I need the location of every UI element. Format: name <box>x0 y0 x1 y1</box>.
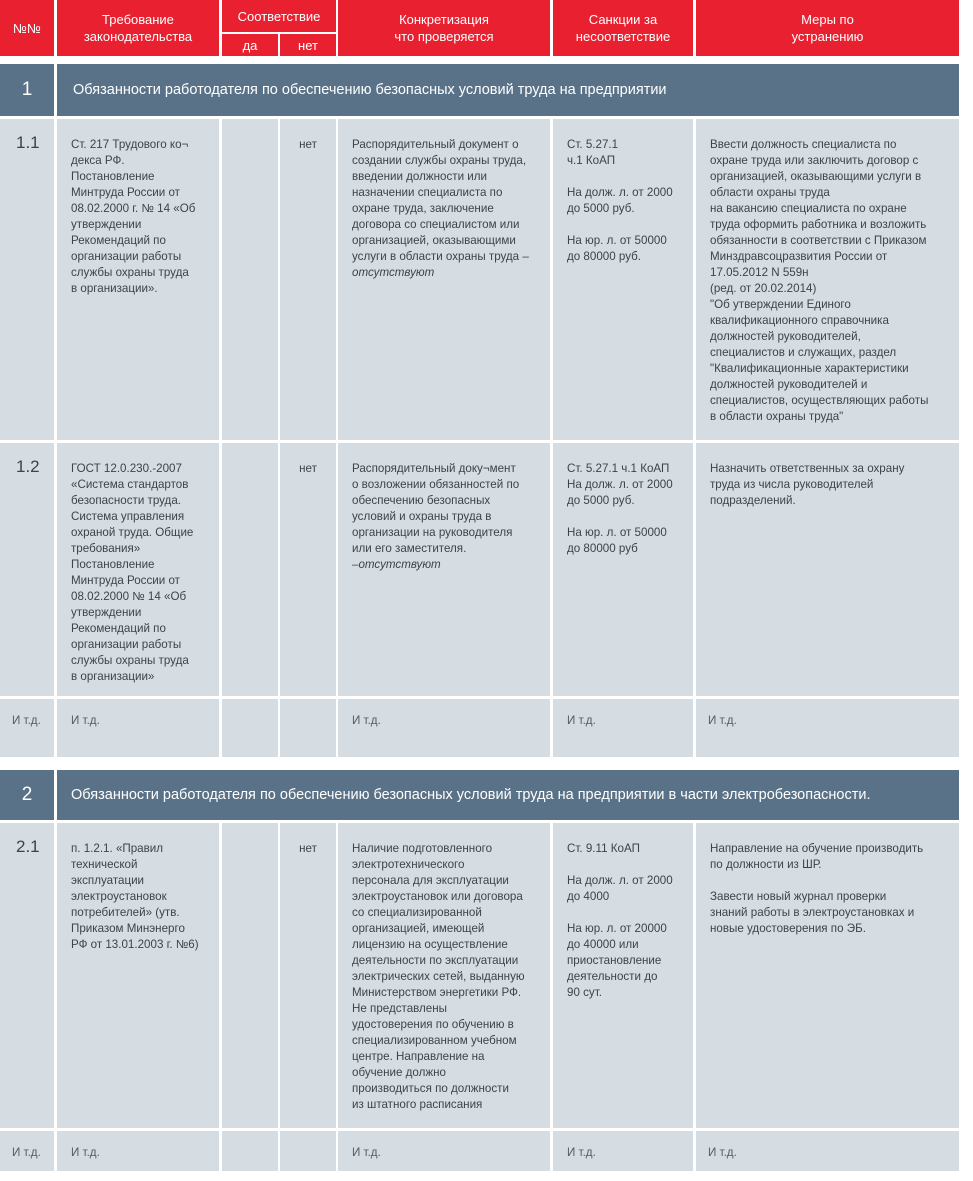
row-1-2-yes <box>222 443 278 696</box>
section-2-title: Обязанности работодателя по обеспечению безопасных условий труда на предприятии в части электробезопасности. <box>57 770 959 820</box>
section-2-number: 2 <box>0 770 54 820</box>
row-2-1-measures: Направление на обучение производить по должности из ШР. Завести новый журнал проверки знаний работы в электроустановках и новые удостоверения по ЭБ. <box>696 823 959 1128</box>
row-1-1-sanctions: Ст. 5.27.1 ч.1 КоАП На долж. л. от 2000 до 5000 руб. На юр. л. от 50000 до 80000 руб. <box>553 119 693 440</box>
row-2-1-check: Наличие подготовленного электротехнического персонала для эксплуатации электроустановок или договора со специализированной организацией, имеющей лицензию на осуществление деятельности по эксплуатации электрических сетей, выданную Министерством энергетики РФ. Не представлены удостоверения по обучению в специализированном учебном центре. Направление на обучение должно производиться по должности из штатного расписания <box>338 823 550 1128</box>
section-1-title: Обязанности работодателя по обеспечению безопасных условий труда на предприятии <box>57 64 959 116</box>
row-1-1-check <box>338 119 550 440</box>
row-1-1-number: 1.1 <box>0 119 54 440</box>
row-1-1-check-text: Распорядительный документ о создании службы охраны труда, введении должности или назначении специалиста по охране труда, заключение договора со специалистом или организацией, оказывающими услуги в области охраны труда – <box>352 138 529 263</box>
section-2-etc-measures: И т.д. <box>696 1131 959 1171</box>
row-2-1-no: нет <box>280 823 336 1128</box>
header-compliance: Соответствие <box>222 0 336 32</box>
section-2-etc-yes <box>222 1131 278 1171</box>
header-num: №№ <box>0 0 54 56</box>
section-1-number: 1 <box>0 64 54 116</box>
section-2-etc-check: И т.д. <box>338 1131 550 1171</box>
section-1-etc-requirement: И т.д. <box>57 699 219 757</box>
row-1-1-requirement: Ст. 217 Трудового ко¬ декса РФ. Постановление Минтруда России от 08.02.2000 г. № 14 «Об утверждении Рекомендаций по организации работы службы охраны труда в организации». <box>57 119 219 440</box>
section-2-etc-number: И т.д. <box>0 1131 54 1171</box>
row-2-1-requirement: п. 1.2.1. «Правил технической эксплуатации электроустановок потребителей» (утв. Приказом Минэнерго РФ от 13.01.2003 г. №6) <box>57 823 219 1128</box>
section-2-etc-sanctions: И т.д. <box>553 1131 693 1171</box>
row-1-2-check <box>338 443 550 696</box>
header-sanctions: Санкции за несоответствие <box>553 0 693 56</box>
row-1-2-measures: Назначить ответственных за охрану труда из числа руководителей подразделений. <box>696 443 959 696</box>
header-check: Конкретизация что проверяется <box>338 0 550 56</box>
row-1-2-check-italic: –отсутствуют <box>352 558 441 571</box>
header-compliance-no: нет <box>280 34 336 56</box>
row-2-1-yes <box>222 823 278 1128</box>
section-1-etc-no <box>280 699 336 757</box>
row-1-1-no: нет <box>280 119 336 440</box>
row-1-1-measures: Ввести должность специалиста по охране труда или заключить договор с организацией, оказывающими услуги в области охраны труда на вакансию специалиста по охране труда оформить работника и возложить обязанности в соответствии с Приказом Минздравсоцразвития России от 17.05.2012 N 559н (ред. от 20.02.2014) "Об утверждении Единого квалификационного справочника должностей руководителей, специалистов и служащих, раздел "Квалификационные характеристики должностей руководителей и специалистов, осуществляющих работы в области охраны труда" <box>696 119 959 440</box>
row-1-2-no: нет <box>280 443 336 696</box>
row-1-2-sanctions: Ст. 5.27.1 ч.1 КоАП На долж. л. от 2000 до 5000 руб. На юр. л. от 50000 до 80000 руб <box>553 443 693 696</box>
row-1-2-requirement: ГОСТ 12.0.230.-2007 «Система стандартов безопасности труда. Система управления охраной труда. Общие требования» Постановление Минтруда России от 08.02.2000 № 14 «Об утверждении Рекомендаций по организации работы службы охраны труда в организации» <box>57 443 219 696</box>
section-1-etc-measures: И т.д. <box>696 699 959 757</box>
header-requirement: Требование законодательства <box>57 0 219 56</box>
section-1-etc-yes <box>222 699 278 757</box>
header-measures: Меры по устранению <box>696 0 959 56</box>
section-1-etc-sanctions: И т.д. <box>553 699 693 757</box>
section-2-etc-no <box>280 1131 336 1171</box>
row-2-1-sanctions: Ст. 9.11 КоАП На долж. л. от 2000 до 4000 На юр. л. от 20000 до 40000 или приостановление деятельности до 90 сут. <box>553 823 693 1128</box>
section-1-etc-number: И т.д. <box>0 699 54 757</box>
header-compliance-yes: да <box>222 34 278 56</box>
section-1-etc-check: И т.д. <box>338 699 550 757</box>
section-2-etc-requirement: И т.д. <box>57 1131 219 1171</box>
row-1-1-yes <box>222 119 278 440</box>
row-1-2-check-text: Распорядительный доку¬мент о возложении обязанностей по обеспечению безопасных условий и охраны труда в организации на руководителя или его заместителя. <box>352 462 520 555</box>
row-2-1-number: 2.1 <box>0 823 54 1128</box>
row-1-1-check-italic: отсутствуют <box>352 266 435 279</box>
row-1-2-number: 1.2 <box>0 443 54 696</box>
